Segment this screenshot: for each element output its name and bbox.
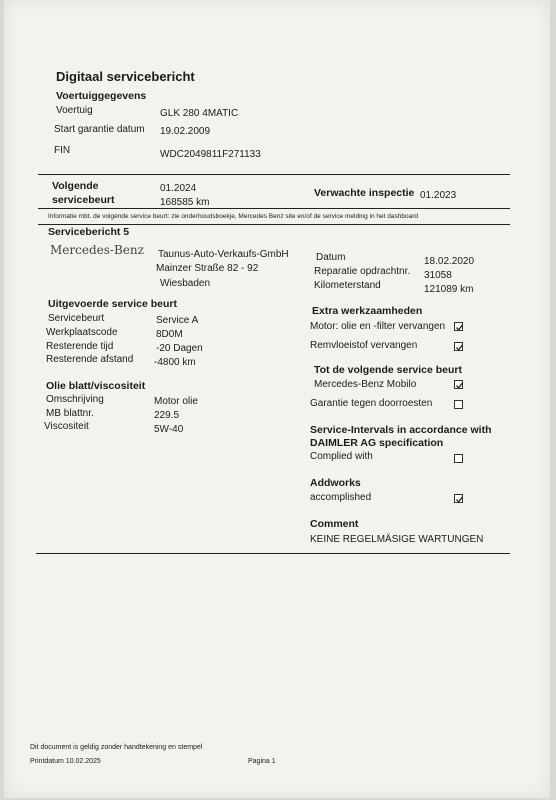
check-icon [455, 323, 464, 332]
fin-value: WDC2049811F271133 [160, 149, 261, 160]
km-label: Kilometerstand [314, 280, 381, 291]
time-label: Resterende tijd [46, 341, 114, 352]
print-date: Printdatum 10.02.2025 [30, 758, 101, 765]
until-next-item-2-checkbox[interactable] [454, 400, 463, 409]
extra-item-1: Motor: olie en -filter vervangen [310, 321, 446, 332]
divider-bottom [38, 224, 510, 225]
date-label: Datum [316, 252, 346, 263]
code-label: Werkplaatscode [46, 327, 118, 338]
divider-top [38, 174, 510, 175]
oil-desc-value: Motor olie [154, 396, 198, 407]
divider-end [36, 553, 510, 554]
next-service-label-1: Volgende [52, 180, 99, 192]
viscosity-value: 5W-40 [154, 424, 184, 435]
dealer-city: Wiesbaden [160, 278, 211, 289]
extra-heading: Extra werkzaamheden [312, 305, 423, 317]
viscosity-label: Viscositeit [44, 421, 89, 432]
service-label: Servicebeurt [48, 313, 105, 324]
until-next-item-2: Garantie tegen doorroesten [310, 398, 433, 409]
until-next-heading: Tot de volgende service beurt [314, 364, 463, 376]
addworks-checkbox[interactable] [454, 494, 463, 503]
page-number: Pagina 1 [248, 758, 276, 765]
comment-text: KEINE REGELMÄSIGE WARTUNGEN [310, 534, 484, 545]
check-icon [455, 343, 464, 352]
check-icon [455, 495, 464, 504]
until-next-item-1-checkbox[interactable] [454, 380, 463, 389]
next-service-note: Informatie mbt. de volgende service beurt: zie onderhoudsboekje, Mercedes Benz site en/of de service melding in het dashboard [48, 213, 418, 220]
addworks-item: accomplished [310, 492, 372, 503]
km-value: 121089 km [424, 284, 474, 295]
divider-mid [38, 208, 510, 209]
footer-note: Dit document is geldig zonder handtekening en stempel [30, 744, 203, 751]
next-service-label-2: servicebeurt [52, 194, 115, 206]
inspection-label: Verwachte inspectie [314, 187, 415, 199]
order-value: 31058 [424, 270, 452, 281]
vehicle-value: GLK 280 4MATIC [160, 108, 239, 119]
code-value: 8D0M [156, 329, 183, 340]
distance-label: Resterende afstand [46, 354, 134, 365]
vehicle-heading: Voertuiggegevens [56, 90, 147, 102]
next-service-km: 168585 km [160, 197, 210, 208]
addworks-heading: Addworks [310, 477, 361, 489]
until-next-item-1: Mercedes-Benz Mobilo [314, 379, 417, 390]
check-icon [455, 381, 464, 390]
time-value: -20 Dagen [156, 343, 203, 354]
extra-item-1-checkbox[interactable] [454, 322, 463, 331]
vehicle-label: Voertuig [56, 105, 93, 116]
report-heading: Servicebericht 5 [48, 226, 130, 238]
order-label: Reparatie opdrachtnr. [314, 266, 411, 277]
warranty-label: Start garantie datum [54, 124, 145, 135]
oil-heading: Olie blatt/viscositeit [46, 380, 146, 392]
brand-logo-text: Mercedes-Benz [50, 243, 144, 257]
inspection-date: 01.2023 [420, 190, 457, 201]
next-service-date: 01.2024 [160, 183, 197, 194]
dealer-street: Mainzer Straße 82 - 92 [156, 263, 259, 274]
dealer-name: Taunus-Auto-Verkaufs-GmbH [158, 249, 289, 260]
intervals-checkbox[interactable] [454, 454, 463, 463]
oil-sheet-label: MB blattnr. [46, 408, 94, 419]
extra-item-2: Remvloeistof vervangen [310, 340, 418, 351]
intervals-item: Complied with [310, 451, 373, 462]
warranty-value: 19.02.2009 [160, 126, 211, 137]
extra-item-2-checkbox[interactable] [454, 342, 463, 351]
page-title: Digitaal servicebericht [56, 69, 195, 84]
document-page [4, 0, 550, 798]
intervals-heading-1: Service-Intervals in accordance with [310, 424, 492, 436]
comment-heading: Comment [310, 518, 359, 530]
date-value: 18.02.2020 [424, 256, 475, 267]
intervals-heading-2: DAIMLER AG specification [310, 437, 444, 449]
fin-label: FIN [54, 145, 71, 156]
oil-sheet-value: 229.5 [154, 410, 180, 421]
oil-desc-label: Omschrijving [46, 394, 104, 405]
performed-heading: Uitgevoerde service beurt [48, 298, 177, 310]
distance-value: -4800 km [154, 357, 196, 368]
service-value: Service A [156, 315, 199, 326]
